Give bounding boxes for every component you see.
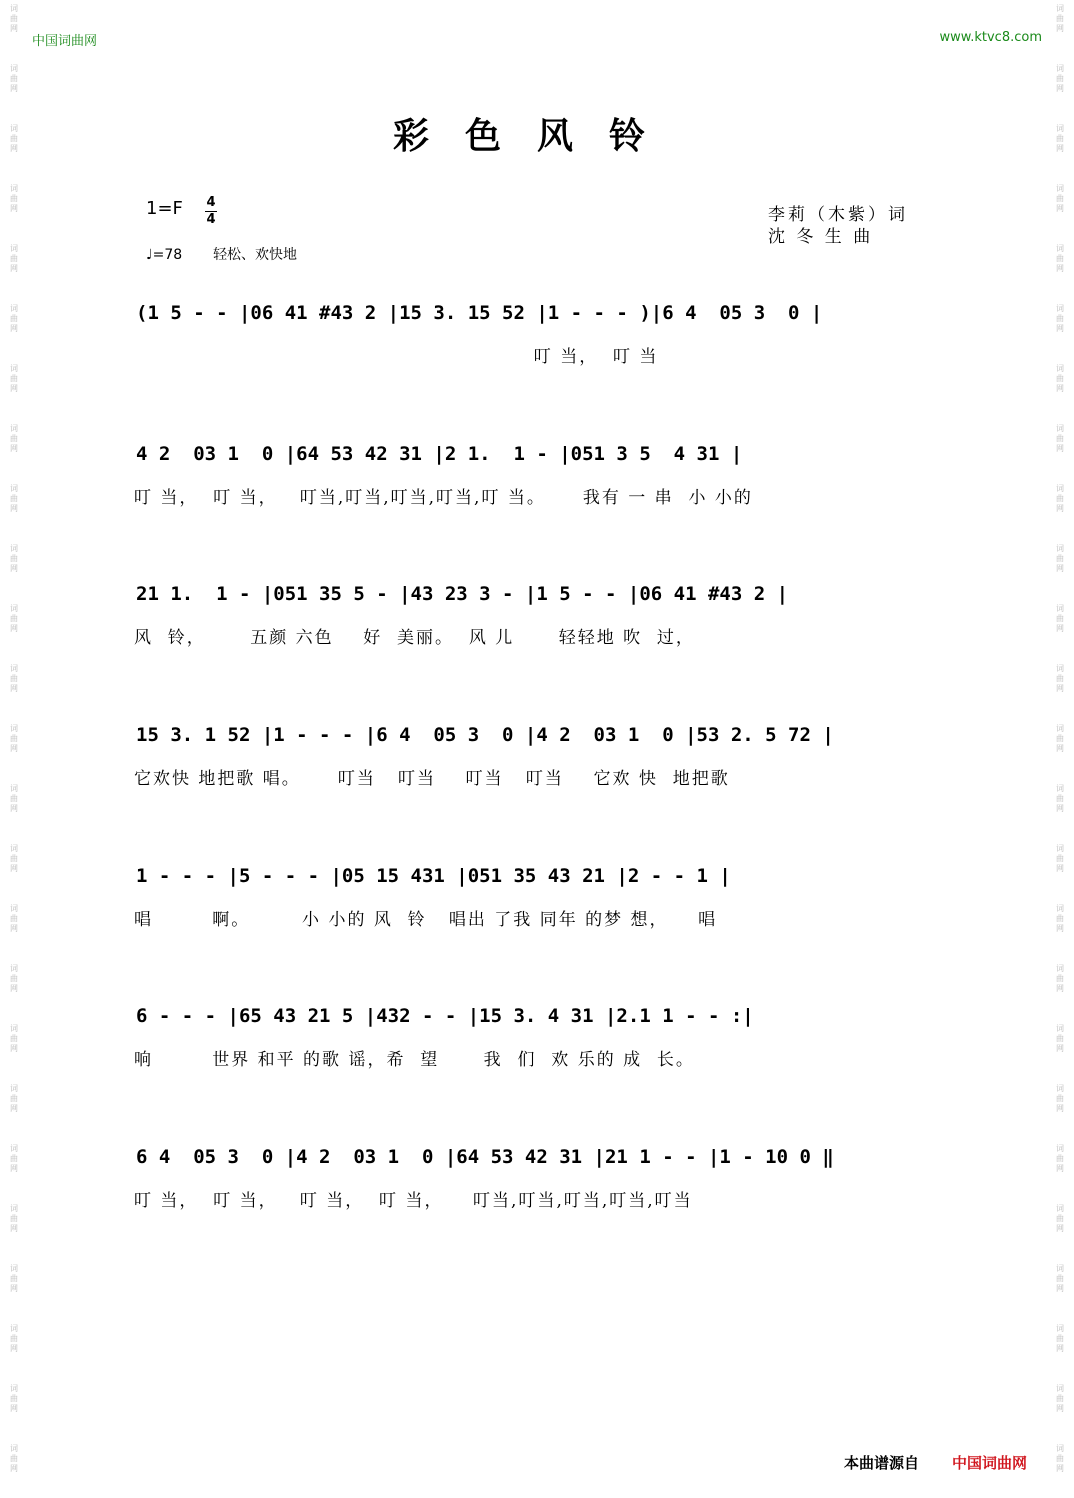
watermark-glyph: 网: [10, 1464, 18, 1473]
watermark-glyph: 曲: [1056, 1094, 1064, 1103]
watermark-glyph: 曲: [1056, 1274, 1064, 1283]
lyrics-line: 唱 啊。 小 小的 风 铃 唱出 了我 同年 的梦 想， 唱: [134, 910, 718, 930]
lyrics-line: 叮 当， 叮 当， 叮 当， 叮 当， 叮当,叮当,叮当,叮当,叮当: [134, 1191, 693, 1211]
watermark-glyph: 词: [1056, 1264, 1064, 1273]
watermark-glyph: 词: [10, 4, 18, 13]
watermark-glyph: 词: [1056, 364, 1064, 373]
watermark-glyph: 网: [10, 1044, 18, 1053]
watermark-glyph: 网: [10, 744, 18, 753]
watermark-glyph: 网: [10, 444, 18, 453]
watermark-glyph: 曲: [10, 1034, 18, 1043]
watermark-glyph: 网: [10, 1404, 18, 1413]
notes-line: 15 3. 1 52 |1 - - - |6 4 05 3 0 |4 2 03 1 0 |53 2. 5 72 |: [136, 724, 834, 746]
watermark-glyph: 曲: [1056, 14, 1064, 23]
watermark-glyph: 词: [10, 1264, 18, 1273]
notes-line: 4 2 03 1 0 |64 53 42 31 |2 1. 1 - |051 3 5 4 31 |: [136, 443, 743, 465]
watermark-glyph: 网: [10, 804, 18, 813]
watermark-glyph: 词: [10, 544, 18, 553]
watermark-glyph: 词: [10, 1144, 18, 1153]
watermark-glyph: 曲: [10, 614, 18, 623]
watermark-glyph: 词: [1056, 904, 1064, 913]
watermark-glyph: 词: [10, 904, 18, 913]
watermark-glyph: 词: [10, 964, 18, 973]
watermark-glyph: 词: [1056, 1024, 1064, 1033]
watermark-glyph: 词: [1056, 304, 1064, 313]
watermark-glyph: 曲: [1056, 74, 1064, 83]
watermark-glyph: 曲: [10, 914, 18, 923]
time-signature-top: 4: [206, 195, 216, 210]
watermark-glyph: 网: [10, 684, 18, 693]
watermark-glyph: 词: [10, 1324, 18, 1333]
composer: 沈 冬 生 曲: [768, 227, 874, 247]
watermark-glyph: 曲: [10, 1394, 18, 1403]
watermark-glyph: 网: [1056, 1164, 1064, 1173]
time-signature-bottom: 4: [206, 212, 216, 227]
watermark-glyph: 网: [10, 324, 18, 333]
watermark-glyph: 曲: [1056, 254, 1064, 263]
watermark-glyph: 词: [10, 604, 18, 613]
lyrics-line: 叮 当， 叮 当: [134, 347, 659, 367]
expression-mark: 轻松、欢快地: [213, 247, 298, 263]
watermark-glyph: 网: [10, 384, 18, 393]
watermark-glyph: 词: [1056, 1444, 1064, 1453]
watermark-glyph: 曲: [10, 1214, 18, 1223]
notes-line: 1 - - - |5 - - - |05 15 431 |051 35 43 21 |2 - - 1 |: [136, 865, 731, 887]
watermark-glyph: 曲: [10, 434, 18, 443]
notes-line: 6 - - - |65 43 21 5 |432 - - |15 3. 4 31 |2.1 1 - - :|: [136, 1005, 754, 1027]
watermark-glyph: 曲: [1056, 1334, 1064, 1343]
watermark-glyph: 词: [1056, 1084, 1064, 1093]
watermark-glyph: 曲: [1056, 794, 1064, 803]
watermark-glyph: 网: [10, 564, 18, 573]
time-signature: [205, 196, 217, 227]
watermark-glyph: 网: [1056, 24, 1064, 33]
watermark-glyph: 曲: [10, 134, 18, 143]
watermark-glyph: 词: [10, 664, 18, 673]
notes-line: 21 1. 1 - |051 35 5 - |43 23 3 - |1 5 - - |06 41 #43 2 |: [136, 583, 789, 605]
watermark-glyph: 词: [1056, 64, 1064, 73]
watermark-glyph: 词: [10, 724, 18, 733]
lyrics-line: 叮 当， 叮 当， 叮当,叮当,叮当,叮当,叮 当。 我有 一 串 小 小的: [134, 488, 753, 508]
watermark-glyph: 词: [10, 784, 18, 793]
watermark-glyph: 网: [10, 24, 18, 33]
watermark-glyph: 网: [1056, 144, 1064, 153]
watermark-glyph: 曲: [1056, 1394, 1064, 1403]
watermark-glyph: 网: [10, 84, 18, 93]
song-title: 彩色风铃: [392, 115, 681, 157]
watermark-glyph: 词: [10, 1384, 18, 1393]
watermark-glyph: 曲: [1056, 1154, 1064, 1163]
watermark-glyph: 网: [1056, 1044, 1064, 1053]
watermark-glyph: 词: [1056, 604, 1064, 613]
watermark-glyph: 词: [10, 184, 18, 193]
site-name-left[interactable]: 中国词曲网: [32, 34, 98, 49]
watermark-glyph: 曲: [10, 1154, 18, 1163]
watermark-glyph: 曲: [10, 74, 18, 83]
site-url-right[interactable]: www.ktvc8.com: [939, 30, 1042, 45]
watermark-glyph: 曲: [10, 1454, 18, 1463]
lyrics-line: 它欢快 地把歌 唱。 叮当 叮当 叮当 叮当 它欢 快 地把歌: [134, 769, 730, 789]
watermark-glyph: 曲: [10, 1274, 18, 1283]
watermark-glyph: 网: [1056, 204, 1064, 213]
watermark-glyph: 曲: [10, 1334, 18, 1343]
credits: [768, 204, 908, 248]
watermark-glyph: 网: [1056, 324, 1064, 333]
watermark-glyph: 词: [1056, 784, 1064, 793]
watermark-glyph: 词: [10, 1024, 18, 1033]
watermark-glyph: 网: [1056, 744, 1064, 753]
watermark-glyph: 网: [1056, 1404, 1064, 1413]
watermark-glyph: 网: [1056, 384, 1064, 393]
watermark-glyph: 词: [10, 844, 18, 853]
watermark-glyph: 曲: [10, 734, 18, 743]
watermark-glyph: 网: [1056, 624, 1064, 633]
watermark-glyph: 词: [1056, 844, 1064, 853]
watermark-glyph: 曲: [10, 674, 18, 683]
watermark-glyph: 词: [10, 424, 18, 433]
watermark-glyph: 词: [1056, 484, 1064, 493]
watermark-glyph: 词: [10, 1084, 18, 1093]
watermark-glyph: 网: [1056, 1104, 1064, 1113]
watermark-glyph: 词: [10, 484, 18, 493]
watermark-glyph: 曲: [1056, 914, 1064, 923]
watermark-glyph: 网: [10, 864, 18, 873]
watermark-glyph: 词: [1056, 124, 1064, 133]
key-signature: 1=F: [146, 198, 183, 219]
right-watermark-strip: [1052, 0, 1068, 1498]
watermark-glyph: 网: [10, 504, 18, 513]
watermark-glyph: 曲: [10, 494, 18, 503]
watermark-glyph: 词: [1056, 184, 1064, 193]
watermark-glyph: 词: [1056, 1204, 1064, 1213]
watermark-glyph: 曲: [1056, 554, 1064, 563]
watermark-glyph: 曲: [10, 194, 18, 203]
watermark-glyph: 词: [10, 1204, 18, 1213]
watermark-glyph: 曲: [1056, 134, 1064, 143]
watermark-glyph: 词: [1056, 724, 1064, 733]
watermark-glyph: 网: [1056, 564, 1064, 573]
watermark-glyph: 曲: [1056, 854, 1064, 863]
watermark-glyph: 词: [1056, 1324, 1064, 1333]
watermark-glyph: 词: [1056, 1384, 1064, 1393]
watermark-glyph: 网: [10, 1344, 18, 1353]
watermark-glyph: 曲: [1056, 1454, 1064, 1463]
watermark-glyph: 网: [1056, 864, 1064, 873]
watermark-glyph: 词: [1056, 244, 1064, 253]
watermark-glyph: 网: [10, 1104, 18, 1113]
watermark-glyph: 网: [10, 1284, 18, 1293]
watermark-glyph: 曲: [1056, 674, 1064, 683]
watermark-glyph: 曲: [1056, 1214, 1064, 1223]
watermark-glyph: 网: [10, 1164, 18, 1173]
watermark-glyph: 网: [1056, 1344, 1064, 1353]
watermark-glyph: 曲: [10, 14, 18, 23]
watermark-glyph: 网: [10, 144, 18, 153]
watermark-glyph: 网: [1056, 924, 1064, 933]
tempo-mark: ♩=78: [146, 247, 183, 263]
watermark-glyph: 曲: [1056, 374, 1064, 383]
watermark-glyph: 词: [10, 64, 18, 73]
watermark-glyph: 网: [1056, 984, 1064, 993]
watermark-glyph: 网: [10, 924, 18, 933]
watermark-glyph: 网: [1056, 1284, 1064, 1293]
watermark-glyph: 词: [10, 244, 18, 253]
watermark-glyph: 词: [1056, 544, 1064, 553]
watermark-glyph: 网: [1056, 1464, 1064, 1473]
watermark-glyph: 曲: [1056, 434, 1064, 443]
watermark-glyph: 网: [10, 984, 18, 993]
left-watermark-strip: [6, 0, 22, 1498]
watermark-glyph: 网: [10, 1224, 18, 1233]
watermark-glyph: 词: [10, 124, 18, 133]
watermark-glyph: 词: [1056, 424, 1064, 433]
watermark-glyph: 网: [1056, 1224, 1064, 1233]
watermark-glyph: 曲: [10, 854, 18, 863]
watermark-glyph: 词: [1056, 964, 1064, 973]
watermark-glyph: 词: [10, 304, 18, 313]
watermark-glyph: 曲: [10, 254, 18, 263]
watermark-glyph: 网: [10, 264, 18, 273]
watermark-glyph: 曲: [1056, 194, 1064, 203]
lyrics-line: 风 铃， 五颜 六色 好 美丽。 风 儿 轻轻地 吹 过，: [134, 628, 695, 648]
notes-line: (1 5 - - |06 41 #43 2 |15 3. 15 52 |1 - - - )|6 4 05 3 0 |: [136, 302, 823, 324]
watermark-glyph: 网: [1056, 684, 1064, 693]
watermark-glyph: 网: [1056, 804, 1064, 813]
lyrics-line: 响 世界 和平 的歌 谣，希 望 我 们 欢 乐的 成 长。: [134, 1050, 695, 1070]
watermark-glyph: 曲: [1056, 494, 1064, 503]
watermark-glyph: 词: [1056, 4, 1064, 13]
watermark-glyph: 网: [1056, 504, 1064, 513]
watermark-glyph: 词: [10, 364, 18, 373]
notes-line: 6 4 05 3 0 |4 2 03 1 0 |64 53 42 31 |21 1 - - |1 - 10 0 ‖: [136, 1146, 834, 1168]
watermark-glyph: 曲: [10, 374, 18, 383]
watermark-glyph: 曲: [10, 974, 18, 983]
watermark-glyph: 网: [1056, 444, 1064, 453]
watermark-glyph: 曲: [10, 314, 18, 323]
lyricist: 李莉（木紫）词: [768, 205, 908, 225]
watermark-glyph: 网: [10, 204, 18, 213]
watermark-glyph: 曲: [10, 554, 18, 563]
watermark-glyph: 词: [10, 1444, 18, 1453]
watermark-glyph: 曲: [10, 1094, 18, 1103]
watermark-glyph: 曲: [1056, 974, 1064, 983]
footer-source-label: 本曲谱源自: [844, 1454, 920, 1472]
watermark-glyph: 曲: [1056, 314, 1064, 323]
watermark-glyph: 曲: [1056, 734, 1064, 743]
tempo-line: [146, 244, 297, 264]
watermark-glyph: 曲: [1056, 614, 1064, 623]
watermark-glyph: 曲: [1056, 1034, 1064, 1043]
watermark-glyph: 曲: [10, 794, 18, 803]
watermark-glyph: 词: [1056, 664, 1064, 673]
watermark-glyph: 词: [1056, 1144, 1064, 1153]
watermark-glyph: 网: [1056, 264, 1064, 273]
watermark-glyph: 网: [10, 624, 18, 633]
footer-source-site[interactable]: 中国词曲网: [952, 1454, 1028, 1472]
watermark-glyph: 网: [1056, 84, 1064, 93]
